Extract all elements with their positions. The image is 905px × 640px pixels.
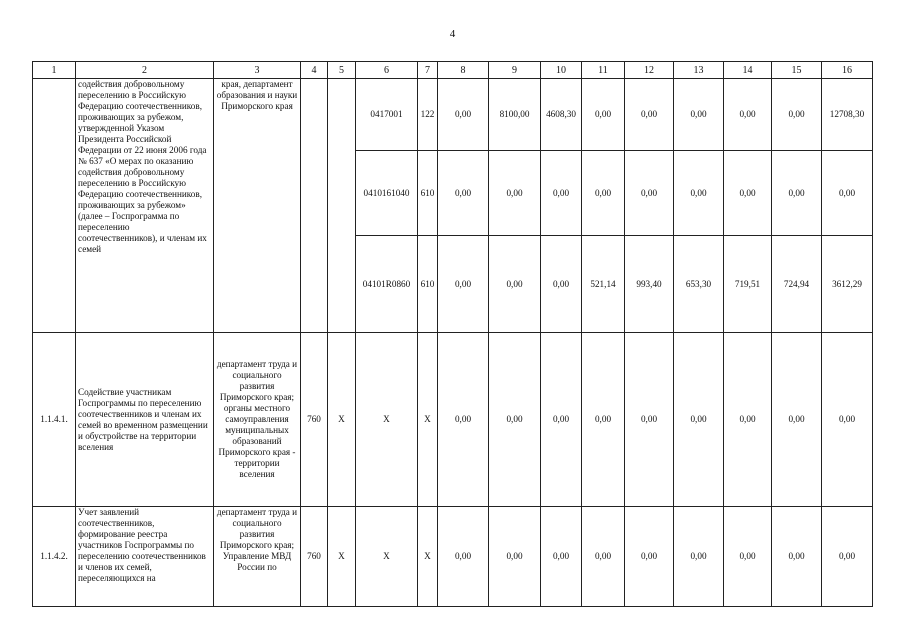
cell-c12: 993,40	[625, 236, 674, 333]
cell-c6: 0417001	[356, 79, 418, 151]
header-cell: 8	[438, 62, 489, 79]
cell-c15: 0,00	[772, 333, 822, 507]
header-cell: 1	[33, 62, 76, 79]
cell-c4	[301, 79, 328, 333]
cell-c12: 0,00	[625, 151, 674, 236]
cell-c6: 04101R0860	[356, 236, 418, 333]
cell-name: Учет заявлений соотечественников, формирование реестра участников Госпрограммы по переселению соотечественников и членов их семей, переселяющихся на	[76, 507, 214, 607]
cell-c11: 0,00	[582, 79, 625, 151]
header-cell: 15	[772, 62, 822, 79]
cell-c14: 0,00	[724, 151, 772, 236]
cell-c12: 0,00	[625, 79, 674, 151]
cell-c7: 610	[418, 236, 438, 333]
cell-c6: X	[356, 333, 418, 507]
cell-c7: X	[418, 333, 438, 507]
cell-c8: 0,00	[438, 333, 489, 507]
cell-c13: 0,00	[674, 79, 724, 151]
cell-c10: 0,00	[541, 236, 582, 333]
cell-num: 1.1.4.1.	[33, 333, 76, 507]
header-cell: 14	[724, 62, 772, 79]
cell-c6: 0410161040	[356, 151, 418, 236]
cell-c11: 0,00	[582, 507, 625, 607]
cell-c16: 12708,30	[822, 79, 873, 151]
page-number: 4	[449, 28, 456, 40]
cell-executor: департамент труда и социального развития Приморского края; Управление МВД России по	[214, 507, 301, 607]
cell-c8: 0,00	[438, 236, 489, 333]
header-row	[33, 62, 873, 79]
cell-c10: 0,00	[541, 507, 582, 607]
cell-name: Содействие участникам Госпрограммы по переселению соотечественников и членам их семей во временном размещении и обустройстве на территории вселения	[76, 333, 214, 507]
cell-c7: 122	[418, 79, 438, 151]
cell-c7: X	[418, 507, 438, 607]
table-row	[33, 507, 873, 607]
cell-c9: 0,00	[489, 333, 541, 507]
header-cell: 9	[489, 62, 541, 79]
header-cell: 13	[674, 62, 724, 79]
header-cell: 6	[356, 62, 418, 79]
cell-c4: 760	[301, 507, 328, 607]
header-cell: 7	[418, 62, 438, 79]
cell-c14: 0,00	[724, 333, 772, 507]
header-cell: 4	[301, 62, 328, 79]
cell-c12: 0,00	[625, 333, 674, 507]
cell-c10: 0,00	[541, 151, 582, 236]
cell-c13: 0,00	[674, 507, 724, 607]
header-cell: 5	[328, 62, 356, 79]
cell-executor: департамент труда и социального развития Приморского края; органы местного самоуправления муниципальных образований Приморского края - территории вселения	[214, 333, 301, 507]
cell-c14: 0,00	[724, 79, 772, 151]
cell-num: 1.1.4.2.	[33, 507, 76, 607]
cell-c14: 719,51	[724, 236, 772, 333]
cell-c8: 0,00	[438, 507, 489, 607]
cell-c6: X	[356, 507, 418, 607]
cell-c14: 0,00	[724, 507, 772, 607]
header-cell: 2	[76, 62, 214, 79]
header-cell: 12	[625, 62, 674, 79]
cell-c4: 760	[301, 333, 328, 507]
table-row	[33, 333, 873, 507]
cell-num	[33, 79, 76, 333]
cell-c15: 0,00	[772, 507, 822, 607]
cell-c16: 0,00	[822, 333, 873, 507]
cell-c13: 0,00	[674, 151, 724, 236]
cell-c8: 0,00	[438, 79, 489, 151]
cell-c15: 724,94	[772, 236, 822, 333]
cell-c9: 0,00	[489, 151, 541, 236]
cell-c11: 0,00	[582, 333, 625, 507]
cell-c10: 4608,30	[541, 79, 582, 151]
cell-c13: 0,00	[674, 333, 724, 507]
cell-c5	[328, 79, 356, 333]
cell-c11: 521,14	[582, 236, 625, 333]
cell-c11: 0,00	[582, 151, 625, 236]
cell-c16: 3612,29	[822, 236, 873, 333]
cell-c7: 610	[418, 151, 438, 236]
header-cell: 16	[822, 62, 873, 79]
cell-c10: 0,00	[541, 333, 582, 507]
header-cell: 3	[214, 62, 301, 79]
cell-c12: 0,00	[625, 507, 674, 607]
cell-c9: 8100,00	[489, 79, 541, 151]
cell-c9: 0,00	[489, 236, 541, 333]
program-table	[32, 61, 873, 607]
cell-c9: 0,00	[489, 507, 541, 607]
cell-c15: 0,00	[772, 79, 822, 151]
header-cell: 10	[541, 62, 582, 79]
header-cell: 11	[582, 62, 625, 79]
table-row	[33, 79, 873, 151]
cell-c13: 653,30	[674, 236, 724, 333]
cell-c16: 0,00	[822, 151, 873, 236]
cell-c15: 0,00	[772, 151, 822, 236]
cell-c8: 0,00	[438, 151, 489, 236]
cell-c16: 0,00	[822, 507, 873, 607]
cell-executor: края, департамент образования и науки Приморского края	[214, 79, 301, 333]
cell-c5: X	[328, 333, 356, 507]
cell-c5: X	[328, 507, 356, 607]
cell-name: содействия добровольному переселению в Российскую Федерацию соотечественников, проживающих за рубежом, утвержденной Указом Президента Российской Федерации от 22 июня 2006 года № 637 «О мерах по оказанию содействия добровольному переселению в Российскую Федерацию соотечественников, проживающих за рубежом» (далее – Госпрограмма по переселению соотечественников), и членам их семей	[76, 79, 214, 333]
